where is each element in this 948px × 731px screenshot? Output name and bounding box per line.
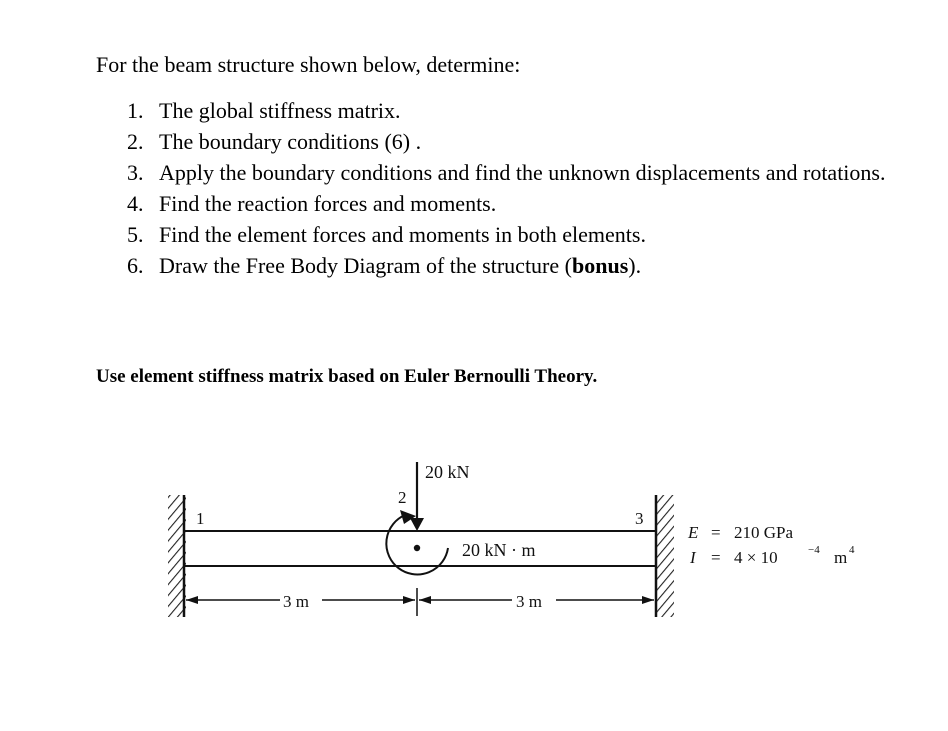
task-text: Find the element forces and moments in both elements.	[159, 222, 646, 247]
i-equals: =	[711, 548, 721, 567]
point-load-arrow	[410, 462, 424, 531]
task-number: 4.	[127, 191, 144, 216]
task-text: Find the reaction forces and moments.	[159, 191, 497, 216]
span-1-label: 3 m	[283, 592, 309, 611]
node-label-1: 1	[196, 509, 205, 528]
task-number: 2.	[127, 129, 144, 154]
task-text: The boundary conditions (6) .	[159, 129, 422, 154]
task-text: Apply the boundary conditions and find the unknown displacements and rotations.	[159, 160, 886, 185]
node-2-point	[414, 545, 420, 551]
task-number: 1.	[127, 98, 144, 123]
task-number: 6.	[127, 253, 144, 278]
task-number: 5.	[127, 222, 144, 247]
i-unit-exponent: 4	[849, 544, 855, 556]
task-text: The global stiffness matrix.	[159, 98, 401, 123]
task-number: 3.	[127, 160, 144, 185]
theory-note: Use element stiffness matrix based on Euler Bernoulli Theory.	[96, 366, 598, 387]
node-label-3: 3	[635, 509, 644, 528]
material-properties	[687, 523, 855, 567]
e-symbol: E	[688, 523, 699, 542]
point-load-label: 20 kN	[425, 462, 470, 482]
problem-intro: For the beam structure shown below, determine:	[96, 52, 521, 77]
e-equals: =	[711, 523, 721, 542]
left-fixed-support	[168, 495, 186, 617]
i-value: 4 × 10	[734, 548, 778, 567]
bonus-label: bonus	[571, 253, 629, 278]
i-unit: m	[834, 548, 848, 567]
right-fixed-support	[655, 495, 674, 617]
e-value: 210 GPa	[734, 523, 794, 542]
span-2-label: 3 m	[516, 592, 542, 611]
task-text-part: ).	[628, 253, 642, 278]
dimension-lines	[186, 588, 654, 616]
moment-label: 20 kN · m	[462, 540, 536, 560]
i-symbol: I	[690, 548, 696, 567]
task-text-part: Draw the Free Body Diagram of the structure (	[159, 253, 572, 278]
node-label-2: 2	[398, 488, 407, 507]
i-exponent: −4	[808, 544, 820, 556]
